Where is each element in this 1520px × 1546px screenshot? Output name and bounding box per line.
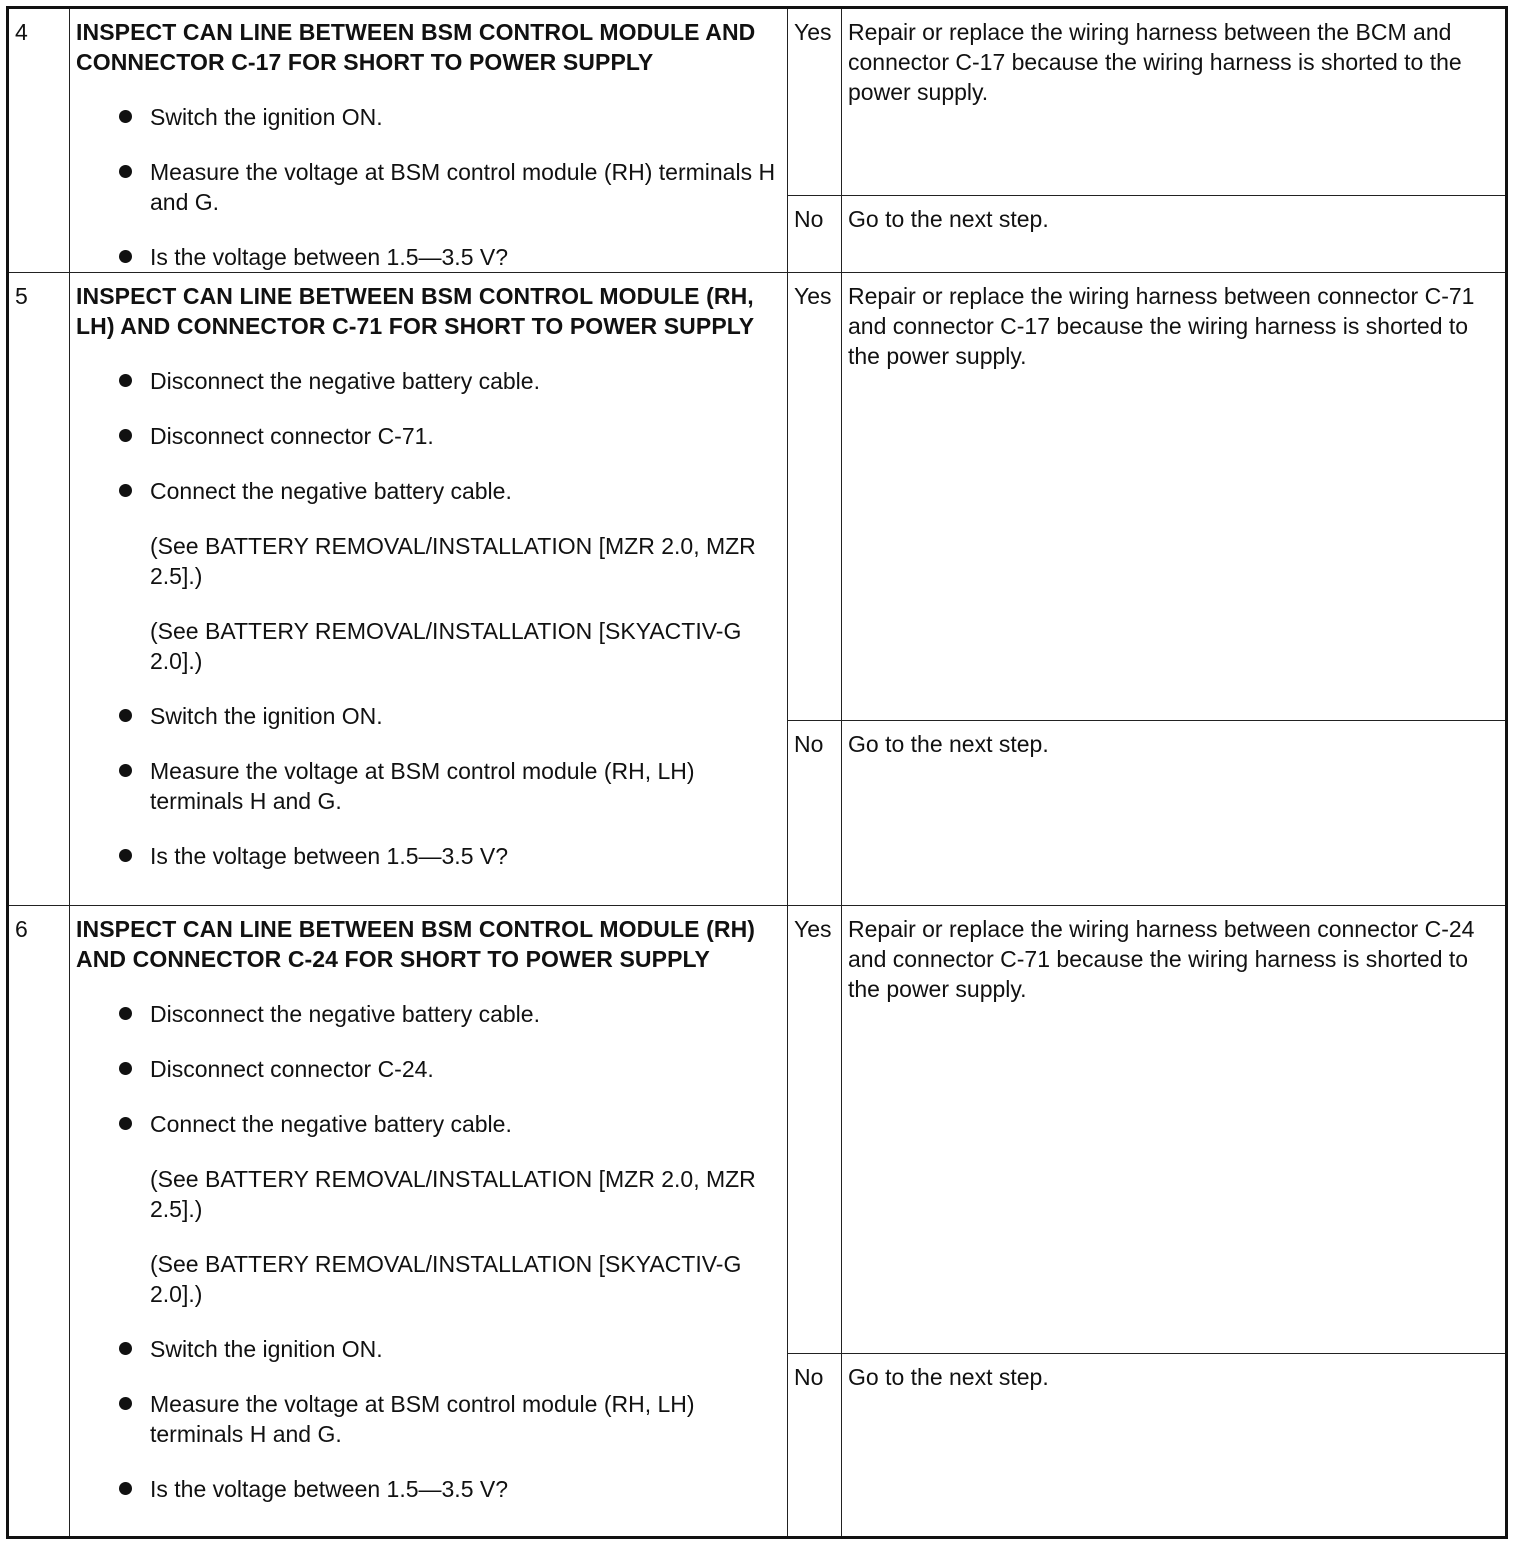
procedure-bullet: Switch the ignition ON. <box>76 102 777 132</box>
procedure-bullet: Connect the negative battery cable. <box>76 1109 777 1139</box>
no-label: No <box>788 195 842 272</box>
step-row-4-yes <box>8 8 1507 196</box>
procedure-bullet: Connect the negative battery cable. <box>76 476 777 506</box>
step-title: INSPECT CAN LINE BETWEEN BSM CONTROL MODULE (RH, LH) AND CONNECTOR C-71 FOR SHORT TO POWER SUPPLY <box>76 283 755 339</box>
yes-action: Repair or replace the wiring harness between connector C-71 and connector C-17 because the wiring harness is shorted to the power supply. <box>842 273 1507 721</box>
yes-label: Yes <box>788 906 842 1354</box>
no-action: Go to the next step. <box>842 195 1507 272</box>
step-number: 6 <box>8 906 70 1538</box>
procedure-bullet: Measure the voltage at BSM control module (RH) terminals H and G. <box>76 157 777 217</box>
procedure-bullet: Switch the ignition ON. <box>76 1334 777 1364</box>
procedure-bullet: Is the voltage between 1.5—3.5 V? <box>76 841 777 871</box>
yes-label: Yes <box>788 273 842 721</box>
no-label: No <box>788 1354 842 1538</box>
step-title: INSPECT CAN LINE BETWEEN BSM CONTROL MODULE (RH) AND CONNECTOR C-24 FOR SHORT TO POWER SUPPLY <box>76 916 756 972</box>
step-number: 4 <box>8 8 70 273</box>
yes-label: Yes <box>788 8 842 196</box>
reference-note: (See BATTERY REMOVAL/INSTALLATION [MZR 2.0, MZR 2.5].) <box>150 533 756 589</box>
procedure-bullet: Disconnect connector C-24. <box>76 1054 777 1084</box>
step-title: INSPECT CAN LINE BETWEEN BSM CONTROL MODULE AND CONNECTOR C-17 FOR SHORT TO POWER SUPPLY <box>76 19 756 75</box>
procedure-bullet: Disconnect the negative battery cable. <box>76 366 777 396</box>
procedure-list <box>76 366 777 871</box>
no-action: Go to the next step. <box>842 721 1507 906</box>
procedure-cell <box>70 906 788 1538</box>
reference-note: (See BATTERY REMOVAL/INSTALLATION [SKYACTIV-G 2.0].) <box>150 1251 742 1307</box>
no-label: No <box>788 721 842 906</box>
procedure-bullet: Disconnect connector C-71. <box>76 421 777 451</box>
procedure-bullet: Disconnect the negative battery cable. <box>76 999 777 1029</box>
step-row-5-yes <box>8 273 1507 721</box>
procedure-cell <box>70 273 788 906</box>
procedure-bullet: Switch the ignition ON. <box>76 701 777 731</box>
procedure-bullet: Is the voltage between 1.5—3.5 V? <box>76 242 777 272</box>
reference-note: (See BATTERY REMOVAL/INSTALLATION [SKYACTIV-G 2.0].) <box>150 618 742 674</box>
procedure-bullet: Measure the voltage at BSM control module (RH, LH) terminals H and G. <box>76 1389 777 1449</box>
step-row-6-yes <box>8 906 1507 1354</box>
yes-action: Repair or replace the wiring harness between the BCM and connector C-17 because the wiring harness is shorted to the power supply. <box>842 8 1507 196</box>
procedure-cell <box>70 8 788 273</box>
step-number: 5 <box>8 273 70 906</box>
diagnostic-procedure-table <box>6 6 1508 1539</box>
procedure-bullet: Is the voltage between 1.5—3.5 V? <box>76 1474 777 1504</box>
reference-note: (See BATTERY REMOVAL/INSTALLATION [MZR 2.0, MZR 2.5].) <box>150 1166 756 1222</box>
procedure-list <box>76 999 777 1504</box>
procedure-list <box>76 102 777 272</box>
no-action: Go to the next step. <box>842 1354 1507 1538</box>
procedure-bullet: Measure the voltage at BSM control module (RH, LH) terminals H and G. <box>76 756 777 816</box>
yes-action: Repair or replace the wiring harness between connector C-24 and connector C-71 because the wiring harness is shorted to the power supply. <box>842 906 1507 1354</box>
